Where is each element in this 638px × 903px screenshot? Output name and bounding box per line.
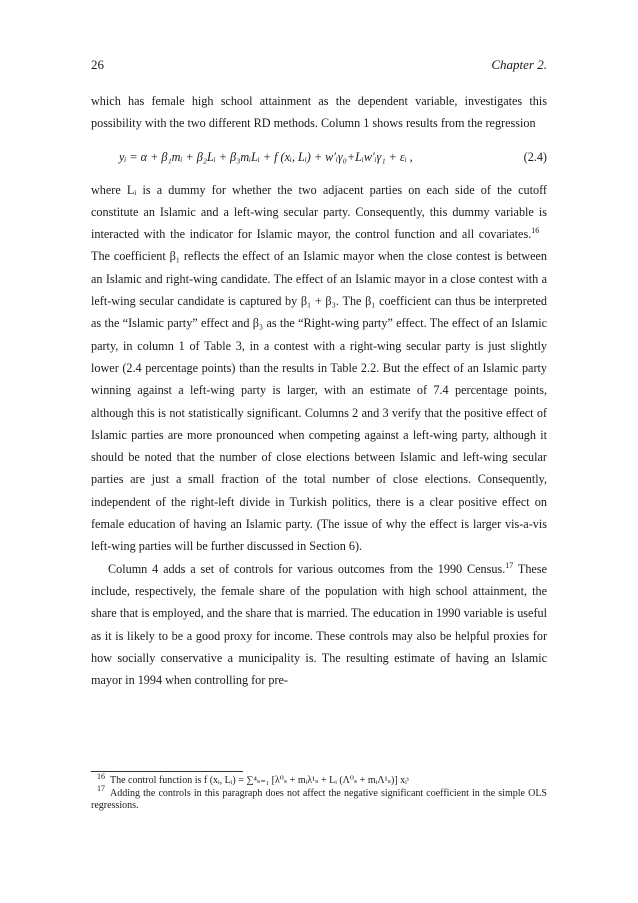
footnote-rule xyxy=(91,771,243,772)
page-number: 26 xyxy=(91,57,104,72)
body-text xyxy=(91,90,547,691)
equation-number: (2.4) xyxy=(523,149,547,164)
footnote-ref-17: 17 xyxy=(505,560,514,570)
footnote-mark-17: 17 xyxy=(97,784,105,794)
footnotes xyxy=(91,771,547,813)
running-header xyxy=(91,57,547,75)
equation-2-4 xyxy=(91,135,547,179)
footnote-17 xyxy=(91,784,547,813)
paragraph-census-controls xyxy=(91,558,547,692)
paragraph-census-text: These include, respectively, the female share of the population with high school attainment, the share that is employed, and the share that is married. The education in 1990 variable is useful as it is likely to be a good proxy for income. These controls may also be helpful proxies for how socially conservative a municipality is. The resulting estimate of having an Islamic mayor in 1994 when controlling for pre- xyxy=(91,561,547,688)
footnote-mark-16: 16 xyxy=(97,771,105,781)
paragraph-coefficient-text: The coefficient β₁ reflects the effect of an Islamic mayor when the close contest is between an Islamic and right-wing candidate. The effect of an Islamic mayor in a close contest with a left-wing secular candidate is captured by β₁ + β₃. The β₁ coefficient can thus be interpreted as the “Islamic party” effect and β₃ as the “Right-wing party” effect. The effect of an Islamic party, in column 1 of Table 3, in a contest with a right-wing secular party is just slightly lower (2.4 percentage points) than the results in Table 2.2. But the effect of an Islamic party winning against a left-wing party is larger, with an estimate of 7.4 percentage points, although this is not statistically significant. Columns 2 and 3 verify that the positive effect of Islamic parties are more pronounced when competing against a left-wing party, although it should be noted that the number of close elections between Islamic and left-wing secular parties are just a small fraction of the total number of close elections. Consequently, independent of the right-left divide in Turkish politics, there is a clear positive effect on female education of having an Islamic party. (The issue of why the effect is larger vis-a-vis left-wing parties will be further discussed in Section 6). xyxy=(91,249,547,554)
paragraph-census-lead: Column 4 adds a set of controls for various outcomes from the 1990 Census. xyxy=(108,561,506,576)
footnote-16 xyxy=(91,771,547,788)
footnote-text-17: Adding the controls in this paragraph does not affect the negative significant coefficient in the simple OLS regressions. xyxy=(91,787,547,811)
chapter-title: Chapter 2. xyxy=(491,57,547,72)
paragraph-dummy-definition xyxy=(91,179,547,558)
footnote-text-16: The control function is f (xᵢ, Lᵢ) = ∑⁴ₛ₌₁ [λ⁰ₛ + mᵢλ¹ₛ + Lᵢ (Λ⁰ₛ + mᵢΛ¹ₛ)] xᵢˢ xyxy=(110,775,409,786)
equation-formula: yᵢ = α + β₁mᵢ + β₂Lᵢ + β₃mᵢLᵢ + f (xᵢ, Lᵢ) + w′ᵢγ₀+Lᵢw′ᵢγ₁ + εᵢ , xyxy=(119,149,413,164)
footnote-ref-16: 16 xyxy=(531,226,540,236)
paragraph-dummy-text: where Lᵢ is a dummy for whether the two adjacent parties on each side of the cutoff constitute an Islamic and a left-wing secular party. Consequently, this dummy variable is interacted with the indicator for Islamic mayor, the control function and all covariates. xyxy=(91,182,547,242)
paragraph-intro: which has female high school attainment as the dependent variable, investigates this possibility with the two different RD methods. Column 1 shows results from the regression xyxy=(91,94,547,131)
